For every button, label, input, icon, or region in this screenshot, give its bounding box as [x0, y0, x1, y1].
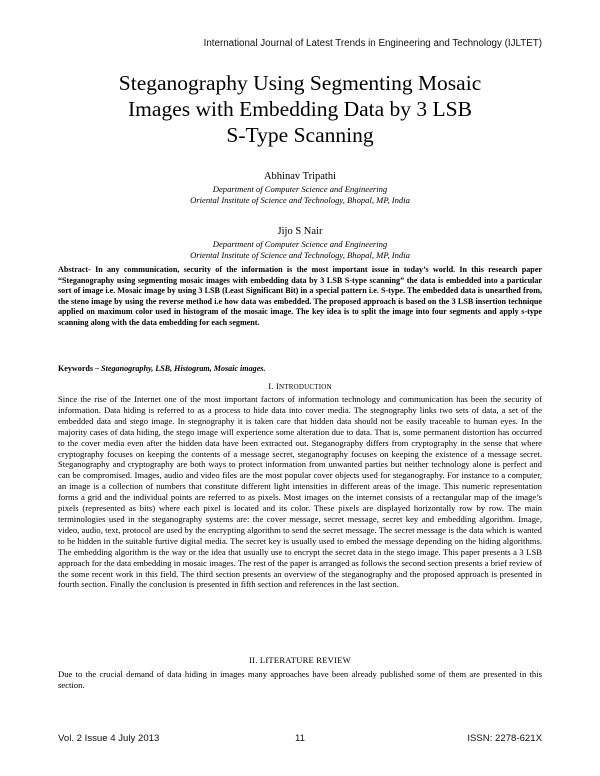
title-line-3: S-Type Scanning [226, 123, 374, 147]
title-line-2: Images with Embedding Data by 3 LSB [128, 97, 472, 121]
keywords [58, 364, 542, 375]
keywords-terms: Steganography, LSB, Histogram, Mosaic images. [101, 364, 266, 373]
author-department: Department of Computer Science and Engineering [212, 239, 388, 249]
author-name: Abhinav Tripathi [263, 171, 337, 182]
author-block-2 [60, 225, 540, 261]
introduction-text: Since the rise of the Internet one of the most important factors of information technology and communication has been the security of information. Data hiding is referred to as a process to hide data into cover media. The stegnography links two sets of data, a set of the embedded data and stego image. In stegnography it is taken care that hidden data should not be easily traceable to human eyes. In the majority cases of data hiding, the stego image will experience some alteration due to data. That is, some permanent distortion has occurred to the cover media even after the hidden data have been extracted out. Steganography differs from cryptography in the sense that where cryptography focuses on keeping the contents of a message secret, steganography focuses on keeping the existence of a message secret. Steganography and cryptography are both ways to protect information from unwanted parties but neither technology alone is perfect and can be compromised. Images, audio and video files are the most popular cover objects used for steganography. For instance to a computer, an image is a collection of numbers that constitute different light intensities in different areas of the image. This numeric representation forms a grid and the individual points are referred to as pixels. Most images on the internet consists of a rectangular map of the image’s pixels (represented as bits) where each pixel is located and its color. These pixels are displayed horizontally row by row. The main terminologies used in the steganography systems are: the cover message, secret message, secret key and embedding algorithm. Image, video, audio, text, protocol are used by the encrypting algorithm to send the secret message. The secret message is the data which is wanted to be hidden in the suitable furtive digital media. The secret key is usually used to embed the message depending on the hiding algorithms. The embedding algorithm is the way or the idea that usually use to encrypt the secret data in the stego image. This paper presents a 3 LSB approach for the data embedding in mosaic images. The rest of the paper is arranged as follows the second section presents a brief review of the some recent work in this field. The third section presents an overview of the steganography and the proposed approach is presented in fourth section. Finally the conclusion is presented in fifth section and references in the last section. [58, 394, 542, 590]
keywords-label: Keywords – [58, 364, 100, 373]
section-heading-introduction [58, 381, 542, 393]
section-heading-literature-review: II. LITERATURE REVIEW [249, 655, 351, 665]
author-block-1 [60, 170, 540, 206]
abstract: Abstract- In any communication, security of the information is the most important issue in today’s world. In this research paper “Steganography using segmenting mosaic images with embedding data by 3 LSB S-type scanning” the data is embedded into a particular sort of image i.e. Mosaic image by using 3 LSB (Least Significant Bit) in a special pattern i.e. S-type. The embedded data is unearthed from, the steno image by using the reverse method i.e how data was embedded. The proposed approach is based on the 3 LSB insertion technique applied on maximum color used in histogram of the mosaic image. The key idea is to split the image into four segments and apply s-type scanning along with the data embedding for each segment. [58, 265, 542, 327]
section-numeral: I. I [268, 381, 280, 391]
footer-volume: Vol. 2 Issue 4 July 2013 [58, 733, 160, 744]
literature-review-text: Due to the crucial demand of data hiding in images many approaches have been already published some of them are presented in this section. [58, 669, 542, 690]
paper-title [60, 70, 540, 148]
author-institute: Oriental Institute of Science and Technology, Bhopal, MP, India [190, 195, 410, 205]
section-heading-rest: NTRODUCTION [279, 383, 332, 391]
author-institute: Oriental Institute of Science and Technology, Bhopal, MP, India [190, 250, 410, 260]
page-footer [58, 733, 542, 747]
journal-header: International Journal of Latest Trends in Engineering and Technology (IJLTET) [203, 38, 542, 49]
page-number: 11 [295, 733, 305, 744]
footer-issn: ISSN: 2278-621X [467, 733, 542, 744]
author-name: Jijo S Nair [277, 226, 323, 237]
title-line-1: Steganography Using Segmenting Mosaic [118, 71, 482, 95]
author-department: Department of Computer Science and Engineering [212, 184, 388, 194]
